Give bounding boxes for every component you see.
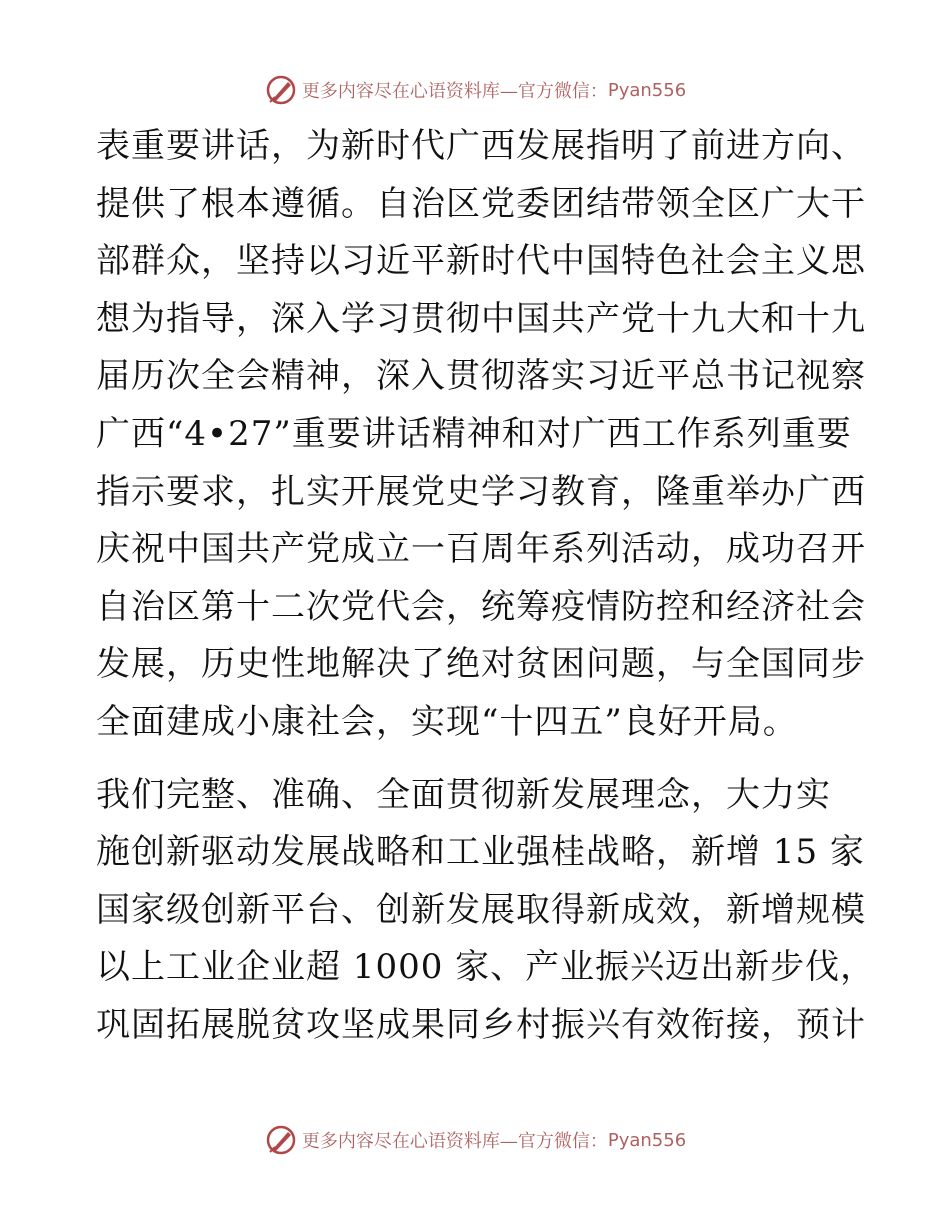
- text-line: 自治区第十二次党代会，统筹疫情防控和经济社会: [96, 586, 866, 627]
- document-body: [96, 118, 876, 1055]
- text-line: 国家级创新平台、创新发展取得新成效，新增规模: [96, 889, 866, 930]
- footer-watermark: [0, 1120, 950, 1160]
- text-line: 部群众，坚持以习近平新时代中国特色社会主义思: [96, 241, 866, 282]
- watermark-text: 更多内容尽在心语资料库—官方微信：: [301, 81, 608, 102]
- paragraph-1: [96, 118, 866, 752]
- paragraph-2: [96, 767, 876, 1055]
- text-line: 表重要讲话，为新时代广西发展指明了前进方向、: [96, 126, 866, 166]
- text-line: 发展，历史性地解决了绝对贫困问题，与全国同步: [96, 644, 866, 685]
- header-watermark: [0, 70, 950, 110]
- text-line: 以上工业企业超 1000 家、产业振兴迈出新步伐，: [96, 947, 876, 988]
- text-line: 庆祝中国共产党成立一百周年系列活动，成功召开: [96, 529, 866, 570]
- text-line: 施创新驱动发展战略和工业强桂战略，新增 15 家: [96, 832, 865, 873]
- text-line: 提供了根本遵循。自治区党委团结带领全区广大干: [96, 183, 866, 224]
- text-line: 想为指导，深入学习贯彻中国共产党十九大和十九: [96, 298, 866, 339]
- watermark-wechat-id: Pyan556: [607, 79, 687, 101]
- text-line: 巩固拓展脱贫攻坚成果同乡村振兴有效衔接，预计: [96, 1004, 866, 1045]
- text-line: 广西“4•27”重要讲话精神和对广西工作系列重要: [96, 413, 852, 454]
- quill-logo-icon: [264, 1123, 298, 1157]
- quill-logo-icon: [264, 73, 298, 107]
- watermark-wechat-id: Pyan556: [607, 1129, 687, 1151]
- watermark-text: 更多内容尽在心语资料库—官方微信：: [301, 1131, 608, 1152]
- text-line: 届历次全会精神，深入贯彻落实习近平总书记视察: [96, 356, 866, 397]
- text-line: 指示要求，扎实开展党史学习教育，隆重举办广西: [96, 471, 866, 512]
- text-line: 我们完整、准确、全面贯彻新发展理念，大力实: [96, 774, 831, 815]
- text-line: 全面建成小康社会，实现“十四五”良好开局。: [96, 701, 798, 742]
